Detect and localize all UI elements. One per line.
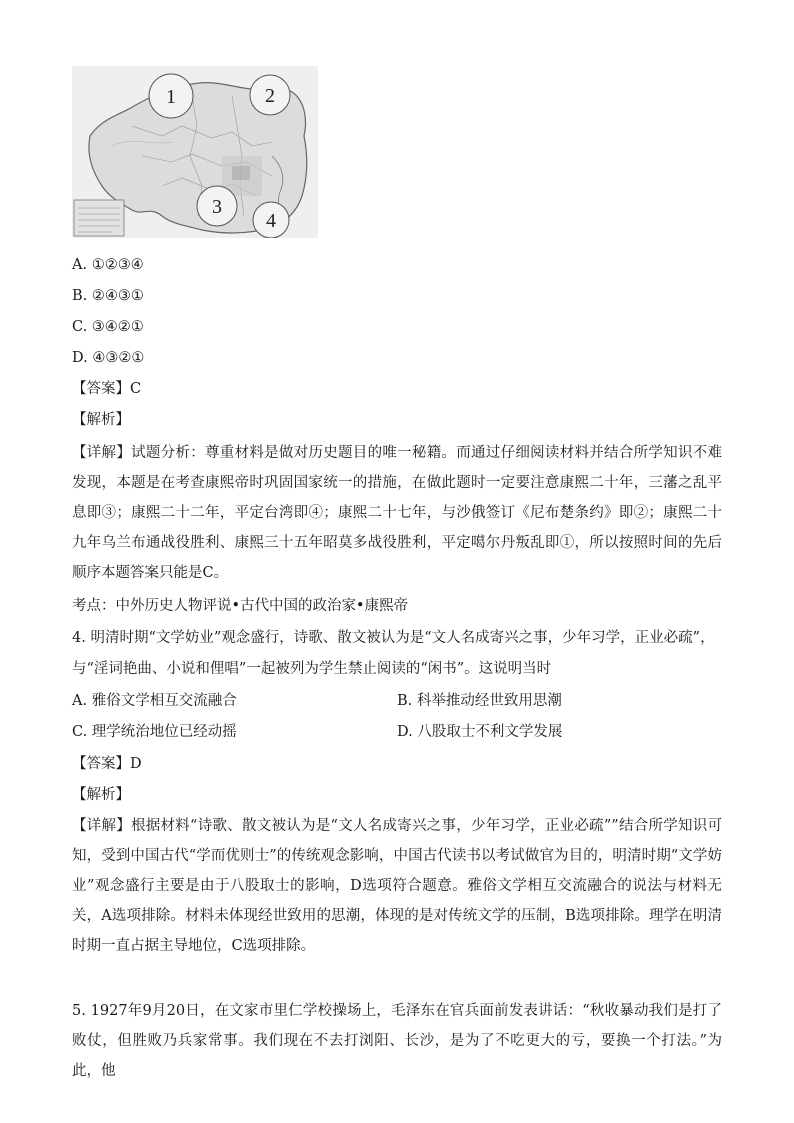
map-marker-1: 1: [166, 86, 176, 108]
q4-stem-line2: 与“淫词艳曲、小说和俚唱”一起被列为学生禁止阅读的“闲书”。这说明当时: [72, 661, 552, 677]
q3-option-d: D. ④③②①: [72, 350, 145, 366]
q3-analysis-tag: 【解析】: [72, 412, 130, 428]
answer-value: C: [130, 381, 142, 397]
map-graphic: [72, 66, 318, 238]
q4-analysis-tag: 【解析】: [72, 787, 130, 803]
q4-option-c: C. 理学统治地位已经动摇: [72, 724, 237, 740]
answer-value: D: [130, 756, 142, 772]
historical-map-image: [72, 66, 318, 238]
q4-answer: [72, 752, 142, 776]
q3-option-a: A. ①②③④: [72, 257, 144, 273]
q4-stem-line1: 4. 明清时期“文学妨业”观念盛行，诗歌、散文被认为是“文人名成寄兴之事，少年习学，正业必疏”，: [72, 630, 715, 646]
q4-option-d: D. 八股取士不利文学发展: [397, 724, 563, 740]
q4-option-a: A. 雅俗文学相互交流融合: [72, 693, 237, 709]
q4-option-b: B. 科举推动经世致用思潮: [397, 693, 562, 709]
q3-detail: 【详解】试题分析：尊重材料是做对历史题目的唯一秘籍。而通过仔细阅读材料并结合所学知识不难发现，本题是在考查康熙帝时巩固国家统一的措施，在做此题时一定要注意康熙二十年，三藩之乱平息即③；康熙二十二年，平定台湾即④；康熙二十七年，与沙俄签订《尼布楚条约》即②；康熙二十九年乌兰布通战役胜利、康熙三十五年昭莫多战役胜利，平定噶尔丹叛乱即①，所以按照时间的先后顺序本题答案只能是C。: [72, 445, 722, 581]
q5-stem: 5. 1927年9月20日，在文家市里仁学校操场上，毛泽东在官兵面前发表讲话：“秋收暴动我们是打了败仗，但胜败乃兵家常事。我们现在不去打浏阳、长沙，是为了不吃更大的亏，要换一个打法。”为此，他: [72, 1003, 722, 1079]
map-marker-4: 4: [266, 210, 276, 232]
q3-option-b: B. ②④③①: [72, 288, 144, 304]
map-marker-2: 2: [265, 85, 275, 107]
answer-tag: 【答案】: [72, 756, 130, 772]
q4-detail: 【详解】根据材料“诗歌、散文被认为是“文人名成寄兴之事，少年习学，正业必疏””结合所学知识可知，受到中国古代“学而优则士”的传统观念影响，中国古代读书以考试做官为目的，明清时期“文学妨业”观念盛行主要是由于八股取士的影响，D选项符合题意。雅俗文学相互交流融合的说法与材料无关，A选项排除。材料未体现经世致用的思潮，体现的是对传统文学的压制，B选项排除。理学在明清时期一直占据主导地位，C选项排除。: [72, 818, 722, 954]
q3-answer: [72, 377, 141, 401]
q3-option-c: C. ③④②①: [72, 319, 144, 335]
q3-kaodian: 考点：中外历史人物评说•古代中国的政治家•康熙帝: [72, 598, 409, 614]
answer-tag: 【答案】: [72, 381, 130, 397]
map-marker-3: 3: [212, 196, 222, 218]
